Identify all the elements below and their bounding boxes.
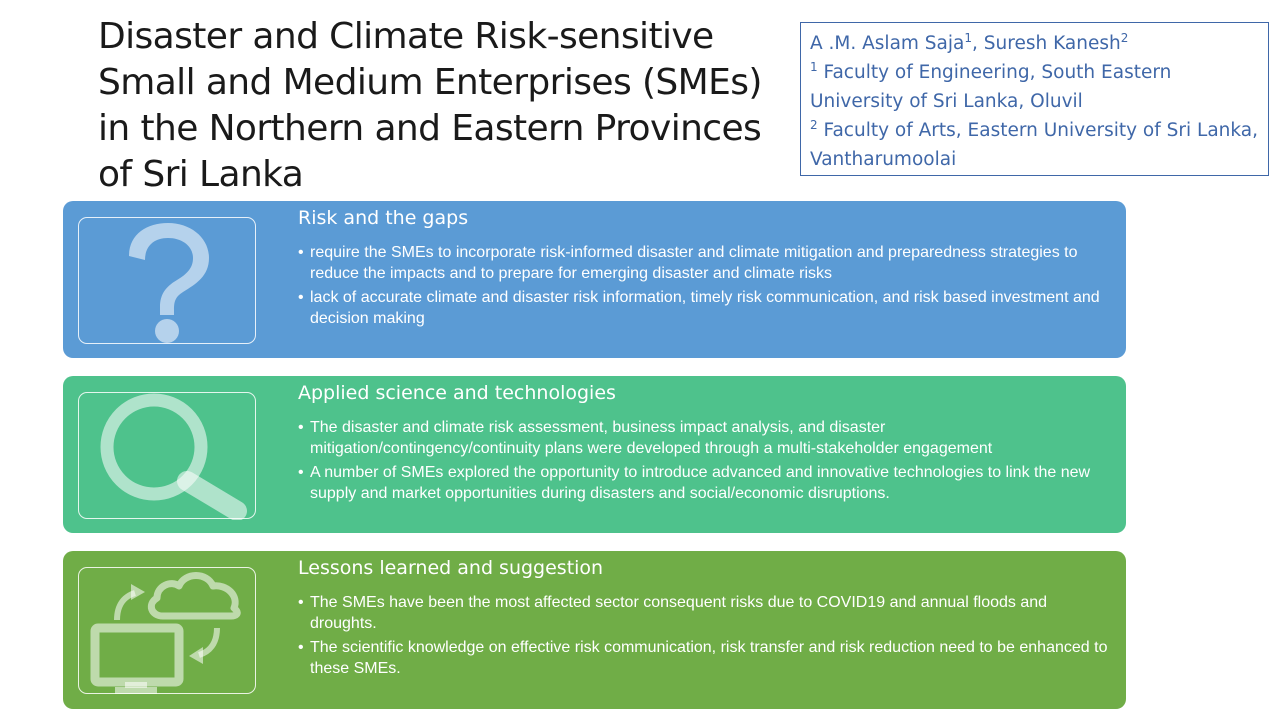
section-applied-science [63,376,1126,533]
slide-title [98,14,778,198]
affiliation-1-superscript: 1 [810,60,818,74]
affiliation-2 [810,116,1260,174]
affiliation-2-text: Faculty of Arts, Eastern University of Sri Lanka, Vantharumoolai [810,120,1258,170]
authors-box [800,22,1269,176]
list-item: • The SMEs have been the most affected sector consequent risks due to COVID19 and annual floods and droughts. [298,593,1118,634]
icon-frame [78,567,256,694]
section-heading: Risk and the gaps [298,207,469,229]
affiliation-2-superscript: 2 [810,118,818,132]
list-item: • lack of accurate climate and disaster risk information, timely risk communication, and risk based investment and decision making [298,288,1118,329]
section-heading: Applied science and technologies [298,382,616,404]
list-item: • The disaster and climate risk assessment, business impact analysis, and disaster mitigation/contingency/continuity plans were developed through a multi-stakeholder engagement [298,418,1118,459]
section-heading: Lessons learned and suggestion [298,557,604,579]
title-line: in the Northern and Eastern Provinces [98,108,762,149]
author-separator: , [972,33,984,54]
author-names [810,29,1260,58]
title-line: Small and Medium Enterprises (SMEs) [98,62,762,103]
bullet-list [298,593,1118,683]
list-item: • A number of SMEs explored the opportunity to introduce advanced and innovative technologies to link the new supply and market opportunities during disasters and social/economic disruptions. [298,463,1118,504]
bullet-list [298,418,1118,508]
magnifying-glass-icon [79,393,257,520]
affiliation-1-text: Faculty of Engineering, South Eastern University of Sri Lanka, Oluvil [810,62,1172,112]
author-1: A .M. Aslam Saja [810,33,965,54]
title-line: Disaster and Climate Risk-sensitive [98,16,714,57]
author-1-superscript: 1 [964,31,973,45]
section-risk-and-gaps [63,201,1126,358]
author-2: Suresh Kanesh [983,33,1121,54]
affiliation-1 [810,58,1260,116]
author-2-superscript: 2 [1120,31,1129,45]
question-mark-icon [79,218,257,345]
icon-frame [78,392,256,519]
list-item: • The scientific knowledge on effective risk communication, risk transfer and risk reduction need to be enhanced to these SMEs. [298,638,1118,679]
section-lessons-learned [63,551,1126,709]
cloud-computing-sync-icon [79,568,257,695]
bullet-list [298,243,1118,333]
list-item: • require the SMEs to incorporate risk-informed disaster and climate mitigation and preparedness strategies to reduce the impacts and to prepare for emerging disaster and climate risks [298,243,1118,284]
icon-frame [78,217,256,344]
title-line: of Sri Lanka [98,154,304,195]
